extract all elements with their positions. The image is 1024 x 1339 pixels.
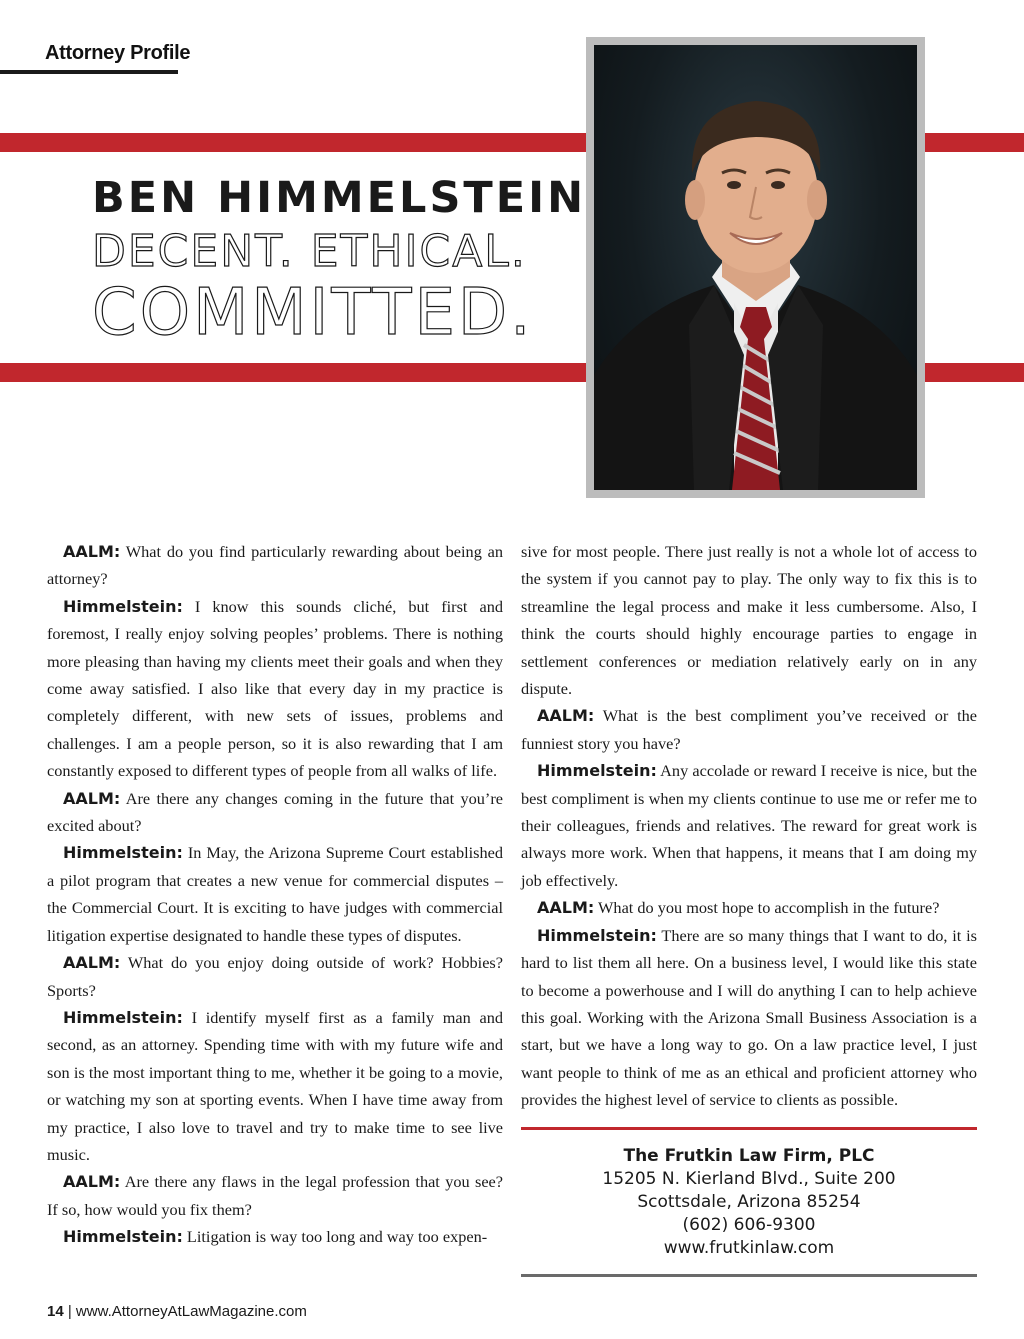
speaker-label: AALM: [63,1172,121,1192]
attorney-name: BEN HIMMELSTEIN [92,173,587,223]
qa-text: Litigation is way too long and way too expen- [182,1227,488,1247]
qa-paragraph [47,1223,503,1250]
portrait-frame [586,37,925,498]
red-band-bottom-right [925,363,1024,382]
qa-text: What do you most hope to accomplish in the future? [594,898,940,918]
qa-text: What is the best compliment you’ve received or the funniest story you have? [521,706,977,753]
speaker-label: Himmelstein: [63,1227,183,1247]
tagline-line-1: DECENT. ETHICAL. [92,226,527,277]
headline [92,170,587,350]
red-band-top-right [925,133,1024,152]
speaker-label: Himmelstein: [63,1007,183,1027]
interview-column-left [47,538,503,1251]
page-footer [47,1303,307,1320]
qa-paragraph [521,757,977,894]
qa-text: Are there any changes coming in the future that you’re excited about? [47,788,503,836]
phone-number: (602) 606-9300 [682,1215,816,1235]
website-link[interactable]: www.frutkinlaw.com [663,1238,835,1258]
contact-bottom-rule [521,1274,977,1277]
qa-paragraph [47,785,503,840]
speaker-label: AALM: [63,542,121,561]
qa-text: What do you enjoy doing outside of work? Hobbies? Sports? [47,953,503,1000]
contact-top-rule [521,1127,977,1130]
qa-text: I know this sounds cliché, but first and foremost, I really enjoy solving peoples’ problems. There is nothing more pleasing than having my clients meet their goals and when they come away satisfied. I also like that every day in my practice is completely different, with new sets of issues, problems and challenges. I am a people person, so it is also rewarding that I am constantly exposed to different types of people from all walks of life. [47,596,503,781]
qa-paragraph [47,839,503,949]
qa-text: Are there any flaws in the legal profession that you see? If so, how would you fix them? [47,1172,503,1219]
qa-text: I identify myself first as a family man and second, as an attorney. Spending time with with my future wife and son is the most important thing to me, whether it be going to a movie, or watching my son at sporting events. When I have time away from my practice, I also love to travel and try to make time to see live music. [47,1007,503,1164]
footer-separator: | [63,1303,76,1320]
speaker-label: Himmelstein: [537,761,657,781]
speaker-label: AALM: [537,898,595,918]
speaker-label: AALM: [63,953,121,973]
qa-continuation: sive for most people. There just really is not a whole lot of access to the system if you cannot pay to play. The only way to fix this is to streamline the legal process and make it less cumbersome. Also, I think the courts should highly encourage parties to engage in settlement conferences or mediation relatively early on in any dispute. [521,542,977,699]
qa-paragraph [521,894,977,921]
section-label: Attorney Profile [45,42,191,64]
page-number: 14 [47,1303,64,1320]
qa-paragraph [47,1004,503,1168]
speaker-label: Himmelstein: [537,925,657,945]
interview-column-right [521,538,977,1114]
qa-paragraph [47,538,503,593]
footer-site[interactable]: www.AttorneyAtLawMagazine.com [75,1303,307,1320]
attorney-portrait [594,45,917,490]
section-underline [0,70,178,74]
tagline-line-2: COMMITTED. [92,276,534,350]
qa-paragraph [521,702,977,757]
qa-text: There are so many things that I want to do, it is hard to list them all here. On a business level, I would like this state to become a powerhouse and I will do anything I can to help achieve this goal. Working with the Arizona Small Business Association is a start, but we have a long way to go. On a law practice level, I just want people to think of me as an ethical and proficient attorney who provides the highest level of service to clients as possible. [521,925,977,1110]
qa-paragraph [47,1168,503,1223]
speaker-label: AALM: [63,788,121,808]
speaker-label: Himmelstein: [63,596,183,616]
contact-block [521,1145,977,1260]
firm-name: The Frutkin Law Firm, PLC [623,1146,875,1166]
speaker-label: Himmelstein: [63,843,183,863]
speaker-label: AALM: [537,706,595,726]
qa-paragraph [47,949,503,1004]
address-line-2: Scottsdale, Arizona 85254 [637,1192,861,1212]
qa-paragraph [521,922,977,1114]
red-band-bottom-left [0,363,586,382]
red-band-top-left [0,133,586,152]
qa-text: What do you find particularly rewarding about being an attorney? [47,542,503,589]
qa-paragraph [47,593,503,785]
qa-text: In May, the Arizona Supreme Court established a pilot program that creates a new venue for commercial disputes – the Commercial Court. It is exciting to have judges with commercial litigation expertise designated to handle these types of disputes. [47,843,503,945]
address-line-1: 15205 N. Kierland Blvd., Suite 200 [602,1169,896,1189]
qa-text: Any accolade or reward I receive is nice, but the best compliment is when my clients continue to use me or refer me to their colleagues, friends and relatives. The reward for great work is always more work. When that happens, it means that I am doing my job effectively. [521,761,977,890]
